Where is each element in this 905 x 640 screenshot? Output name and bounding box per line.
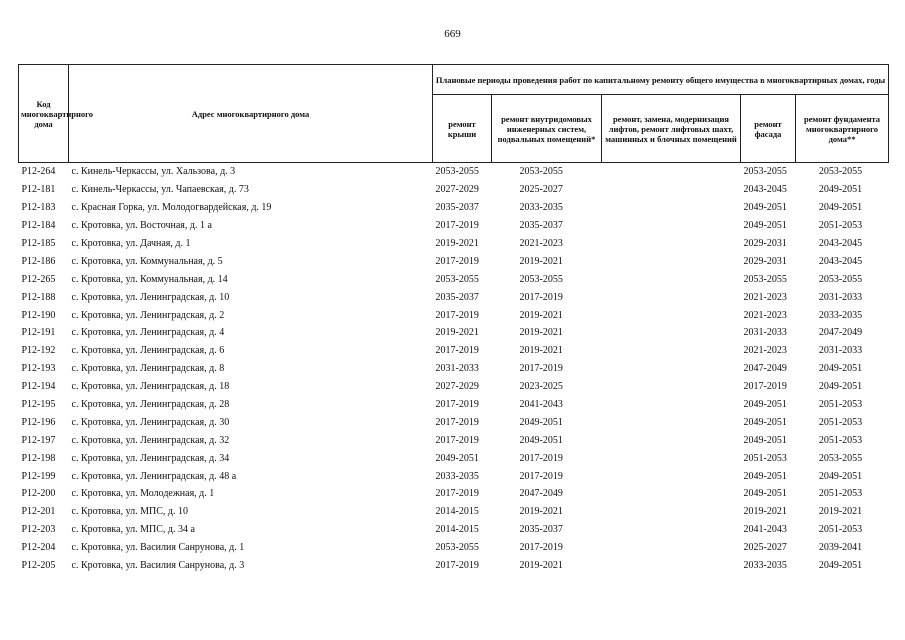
cell-lifts bbox=[602, 539, 741, 557]
cell-systems: 2041-2043 bbox=[519, 399, 563, 411]
cell-code: P12-199 bbox=[21, 470, 56, 482]
cell-lifts bbox=[602, 413, 741, 431]
cell-lifts bbox=[602, 235, 741, 253]
cell-facade: 2021-2023 bbox=[743, 309, 787, 321]
cell-systems: 2021-2023 bbox=[519, 238, 563, 249]
cell-roof: 2019-2021 bbox=[435, 238, 479, 249]
header-lifts: ремонт, замена, модернизация лифтов, ремонт лифтовых шахт, машинных и блочных помещений bbox=[602, 95, 741, 163]
cell-systems: 2049-2051 bbox=[519, 434, 563, 446]
cell-facade: 2049-2051 bbox=[743, 434, 787, 446]
header-foundation: ремонт фундамента многоквартирного дома** bbox=[796, 95, 889, 163]
cell-address: с. Кротовка, ул. Ленинградская, д. 32 bbox=[71, 434, 230, 446]
cell-roof: 2031-2033 bbox=[435, 363, 479, 375]
cell-lifts bbox=[602, 467, 741, 485]
cell-address: с. Кротовка, ул. Ленинградская, д. 28 bbox=[71, 399, 230, 411]
cell-facade: 2053-2055 bbox=[743, 273, 787, 285]
cell-systems: 2025-2027 bbox=[519, 184, 563, 196]
cell-systems: 2033-2035 bbox=[519, 202, 563, 214]
cell-lifts bbox=[602, 199, 741, 217]
cell-foundation: 2033-2035 bbox=[818, 309, 863, 321]
cell-code: P12-186 bbox=[21, 255, 56, 267]
header-address: Адрес многоквартирного дома bbox=[69, 65, 433, 163]
cell-address: с. Красная Горка, ул. Молодогвардейская, д. 19 bbox=[71, 202, 272, 214]
cell-lifts bbox=[602, 378, 741, 396]
cell-roof: 2053-2055 bbox=[435, 273, 479, 285]
cell-roof: 2017-2019 bbox=[435, 560, 479, 572]
cell-address: с. Кротовка, ул. Ленинградская, д. 48 а bbox=[71, 470, 237, 482]
cell-foundation: 2049-2051 bbox=[818, 363, 863, 375]
table-row bbox=[19, 235, 889, 253]
cell-roof: 2017-2019 bbox=[435, 345, 479, 357]
cell-facade: 2049-2051 bbox=[743, 399, 787, 411]
header-facade: ремонт фасада bbox=[741, 95, 796, 163]
cell-lifts bbox=[602, 557, 741, 575]
cell-foundation: 2031-2033 bbox=[818, 291, 863, 303]
cell-systems: 2017-2019 bbox=[519, 452, 563, 464]
cell-address: с. Кротовка, ул. Ленинградская, д. 4 bbox=[71, 327, 225, 339]
cell-facade: 2049-2051 bbox=[743, 488, 787, 500]
cell-foundation: 2051-2053 bbox=[818, 434, 863, 446]
cell-systems: 2019-2021 bbox=[519, 560, 563, 572]
cell-lifts bbox=[602, 360, 741, 378]
cell-foundation: 2051-2053 bbox=[818, 524, 863, 536]
cell-lifts bbox=[602, 449, 741, 467]
table-row bbox=[19, 324, 889, 342]
cell-foundation: 2047-2049 bbox=[818, 327, 863, 339]
cell-address: с. Кротовка, ул. Коммунальная, д. 14 bbox=[71, 273, 228, 285]
cell-lifts bbox=[602, 342, 741, 360]
cell-roof: 2019-2021 bbox=[435, 327, 479, 339]
cell-roof: 2017-2019 bbox=[435, 399, 479, 411]
table-row bbox=[19, 557, 889, 575]
table-row bbox=[19, 378, 889, 396]
cell-facade: 2029-2031 bbox=[743, 238, 787, 249]
cell-code: P12-191 bbox=[21, 327, 56, 339]
cell-foundation: 2053-2055 bbox=[818, 273, 863, 285]
cell-lifts bbox=[602, 306, 741, 324]
cell-code: P12-193 bbox=[21, 363, 56, 375]
cell-foundation: 2043-2045 bbox=[818, 238, 863, 249]
cell-address: с. Кинель-Черкассы, ул. Хальзова, д. 3 bbox=[71, 166, 236, 178]
cell-code: P12-192 bbox=[21, 345, 56, 357]
cell-code: P12-196 bbox=[21, 416, 56, 428]
cell-address: с. Кротовка, ул. Восточная, д. 1 а bbox=[71, 220, 212, 232]
cell-facade: 2019-2021 bbox=[743, 506, 787, 518]
cell-address: с. Кротовка, ул. Василия Санрунова, д. 3 bbox=[71, 560, 245, 572]
table-row bbox=[19, 396, 889, 414]
cell-facade: 2047-2049 bbox=[743, 363, 787, 375]
cell-lifts bbox=[602, 431, 741, 449]
cell-code: P12-188 bbox=[21, 291, 56, 303]
cell-roof: 2014-2015 bbox=[435, 524, 479, 536]
cell-code: P12-197 bbox=[21, 434, 56, 446]
table-row bbox=[19, 360, 889, 378]
cell-code: P12-195 bbox=[21, 399, 56, 411]
table-row bbox=[19, 217, 889, 235]
cell-address: с. Кротовка, ул. Ленинградская, д. 30 bbox=[71, 416, 230, 428]
cell-systems: 2035-2037 bbox=[519, 524, 563, 536]
cell-roof: 2027-2029 bbox=[435, 381, 479, 393]
table-row bbox=[19, 431, 889, 449]
page-number: 669 bbox=[444, 28, 461, 40]
cell-facade: 2041-2043 bbox=[743, 524, 787, 536]
cell-roof: 2035-2037 bbox=[435, 202, 479, 214]
table-row bbox=[19, 485, 889, 503]
cell-foundation: 2051-2053 bbox=[818, 220, 863, 232]
table-row bbox=[19, 467, 889, 485]
cell-code: P12-194 bbox=[21, 381, 56, 393]
cell-systems: 2019-2021 bbox=[519, 255, 563, 267]
table-row bbox=[19, 413, 889, 431]
cell-address: с. Кротовка, ул. МПС, д. 34 а bbox=[71, 524, 195, 536]
cell-roof: 2017-2019 bbox=[435, 416, 479, 428]
cell-foundation: 2053-2055 bbox=[818, 452, 863, 464]
cell-foundation: 2049-2051 bbox=[818, 470, 863, 482]
cell-foundation: 2049-2051 bbox=[818, 381, 863, 393]
cell-roof: 2049-2051 bbox=[435, 452, 479, 464]
cell-lifts bbox=[602, 396, 741, 414]
table-row bbox=[19, 306, 889, 324]
cell-roof: 2053-2055 bbox=[435, 166, 479, 178]
table-row bbox=[19, 252, 889, 270]
cell-code: P12-264 bbox=[21, 166, 56, 178]
cell-lifts bbox=[602, 163, 741, 181]
cell-code: P12-265 bbox=[21, 273, 56, 285]
cell-facade: 2043-2045 bbox=[743, 184, 787, 196]
cell-facade: 2031-2033 bbox=[743, 327, 787, 339]
cell-lifts bbox=[602, 521, 741, 539]
cell-lifts bbox=[602, 252, 741, 270]
cell-address: с. Кротовка, ул. Ленинградская, д. 10 bbox=[71, 291, 230, 303]
cell-roof: 2014-2015 bbox=[435, 506, 479, 518]
cell-facade: 2053-2055 bbox=[743, 166, 787, 178]
cell-address: с. Кротовка, ул. Ленинградская, д. 2 bbox=[71, 309, 225, 321]
cell-foundation: 2051-2053 bbox=[818, 488, 863, 500]
cell-roof: 2017-2019 bbox=[435, 255, 479, 267]
cell-roof: 2033-2035 bbox=[435, 470, 479, 482]
cell-code: P12-203 bbox=[21, 524, 56, 536]
cell-roof: 2017-2019 bbox=[435, 488, 479, 500]
cell-code: P12-183 bbox=[21, 202, 56, 214]
table-row bbox=[19, 342, 889, 360]
cell-address: с. Кротовка, ул. Ленинградская, д. 18 bbox=[71, 381, 230, 393]
table-row bbox=[19, 199, 889, 217]
cell-foundation: 2043-2045 bbox=[818, 255, 863, 267]
cell-roof: 2027-2029 bbox=[435, 184, 479, 196]
cell-roof: 2053-2055 bbox=[435, 542, 479, 554]
cell-systems: 2019-2021 bbox=[519, 327, 563, 339]
cell-facade: 2017-2019 bbox=[743, 381, 787, 393]
cell-foundation: 2031-2033 bbox=[818, 345, 863, 357]
cell-code: P12-198 bbox=[21, 452, 56, 464]
cell-systems: 2035-2037 bbox=[519, 220, 563, 232]
header-roof: ремонт крыши bbox=[433, 95, 492, 163]
cell-systems: 2047-2049 bbox=[519, 488, 563, 500]
cell-facade: 2021-2023 bbox=[743, 291, 787, 303]
cell-lifts bbox=[602, 503, 741, 521]
cell-facade: 2029-2031 bbox=[743, 255, 787, 267]
cell-address: с. Кинель-Черкассы, ул. Чапаевская, д. 73 bbox=[71, 184, 249, 196]
cell-foundation: 2049-2051 bbox=[818, 184, 863, 196]
cell-foundation: 2049-2051 bbox=[818, 202, 863, 214]
cell-systems: 2053-2055 bbox=[519, 273, 563, 285]
cell-roof: 2017-2019 bbox=[435, 309, 479, 321]
cell-foundation: 2039-2041 bbox=[818, 542, 863, 554]
cell-foundation: 2051-2053 bbox=[818, 399, 863, 411]
cell-foundation: 2053-2055 bbox=[818, 166, 863, 178]
cell-facade: 2033-2035 bbox=[743, 560, 787, 572]
cell-code: P12-190 bbox=[21, 309, 56, 321]
cell-facade: 2051-2053 bbox=[743, 452, 787, 464]
header-periods-group: Плановые периоды проведения работ по капитальному ремонту общего имущества в многоквартирных домах, годы bbox=[433, 65, 889, 95]
cell-code: P12-204 bbox=[21, 542, 56, 554]
cell-code: P12-205 bbox=[21, 560, 56, 572]
cell-facade: 2025-2027 bbox=[743, 542, 787, 554]
cell-lifts bbox=[602, 181, 741, 199]
table-row bbox=[19, 521, 889, 539]
table-body bbox=[19, 163, 889, 575]
cell-address: с. Кротовка, ул. Ленинградская, д. 34 bbox=[71, 452, 230, 464]
cell-systems: 2017-2019 bbox=[519, 363, 563, 375]
cell-lifts bbox=[602, 324, 741, 342]
header-systems: ремонт внутридомовых инженерных систем, подвальных помещений* bbox=[492, 95, 602, 163]
cell-systems: 2019-2021 bbox=[519, 309, 563, 321]
table-row bbox=[19, 503, 889, 521]
table-header bbox=[19, 65, 889, 163]
header-code: Код многоквартирного дома bbox=[19, 65, 69, 163]
cell-foundation: 2049-2051 bbox=[818, 560, 863, 572]
cell-foundation: 2051-2053 bbox=[818, 416, 863, 428]
cell-systems: 2017-2019 bbox=[519, 291, 563, 303]
cell-systems: 2019-2021 bbox=[519, 345, 563, 357]
cell-roof: 2017-2019 bbox=[435, 434, 479, 446]
cell-address: с. Кротовка, ул. МПС, д. 10 bbox=[71, 506, 189, 518]
cell-code: P12-201 bbox=[21, 506, 56, 518]
cell-address: с. Кротовка, ул. Василия Санрунова, д. 1 bbox=[71, 542, 245, 554]
table-row bbox=[19, 449, 889, 467]
cell-address: с. Кротовка, ул. Коммунальная, д. 5 bbox=[71, 255, 223, 267]
cell-address: с. Кротовка, ул. Ленинградская, д. 6 bbox=[71, 345, 225, 357]
cell-facade: 2021-2023 bbox=[743, 345, 787, 357]
cell-roof: 2017-2019 bbox=[435, 220, 479, 232]
table-row bbox=[19, 539, 889, 557]
cell-lifts bbox=[602, 270, 741, 288]
cell-address: с. Кротовка, ул. Дачная, д. 1 bbox=[71, 238, 191, 249]
cell-systems: 2053-2055 bbox=[519, 166, 563, 178]
cell-lifts bbox=[602, 217, 741, 235]
cell-facade: 2049-2051 bbox=[743, 416, 787, 428]
repair-schedule-table bbox=[18, 64, 889, 574]
cell-facade: 2049-2051 bbox=[743, 220, 787, 232]
cell-foundation: 2019-2021 bbox=[818, 506, 863, 518]
table-row bbox=[19, 288, 889, 306]
cell-roof: 2035-2037 bbox=[435, 291, 479, 303]
table-row bbox=[19, 163, 889, 181]
cell-systems: 2017-2019 bbox=[519, 470, 563, 482]
cell-systems: 2023-2025 bbox=[519, 381, 563, 393]
cell-systems: 2017-2019 bbox=[519, 542, 563, 554]
cell-facade: 2049-2051 bbox=[743, 202, 787, 214]
cell-code: P12-185 bbox=[21, 238, 56, 249]
cell-code: P12-184 bbox=[21, 220, 56, 232]
cell-lifts bbox=[602, 485, 741, 503]
cell-lifts bbox=[602, 288, 741, 306]
cell-address: с. Кротовка, ул. Молодежная, д. 1 bbox=[71, 488, 215, 500]
cell-code: P12-200 bbox=[21, 488, 56, 500]
table-row bbox=[19, 270, 889, 288]
cell-systems: 2019-2021 bbox=[519, 506, 563, 518]
cell-address: с. Кротовка, ул. Ленинградская, д. 8 bbox=[71, 363, 225, 375]
cell-systems: 2049-2051 bbox=[519, 416, 563, 428]
cell-code: P12-181 bbox=[21, 184, 56, 196]
table-row bbox=[19, 181, 889, 199]
cell-facade: 2049-2051 bbox=[743, 470, 787, 482]
